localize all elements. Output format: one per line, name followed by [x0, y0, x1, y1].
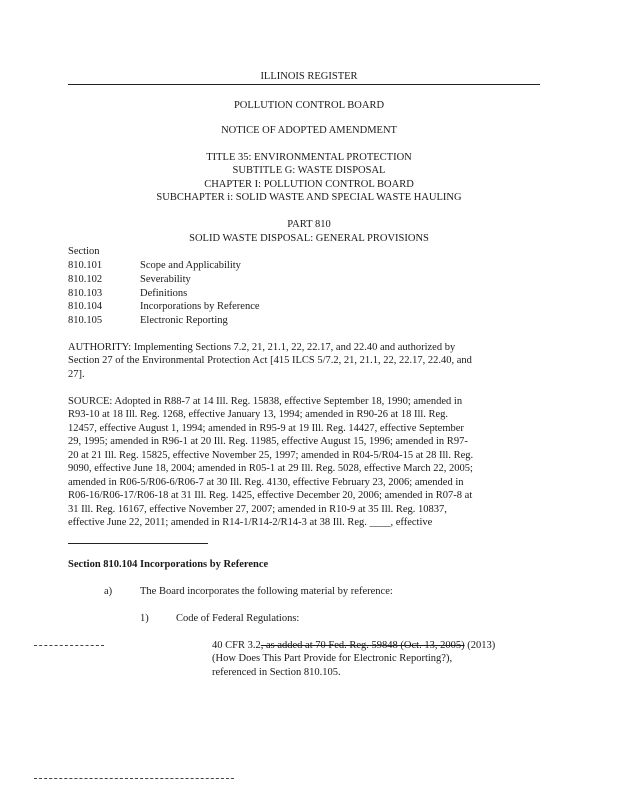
notice-heading: NOTICE OF ADOPTED AMENDMENT	[221, 125, 397, 136]
cfr-citation	[212, 639, 495, 653]
item-1-text: Code of Federal Regulations:	[176, 613, 300, 624]
item-a-text: The Board incorporates the following material by reference:	[140, 586, 393, 597]
cfr-prefix: 40 CFR 3.2	[212, 640, 261, 651]
cfr-struck-text: , as added at 70 Fed. Reg. 59848 (Oct. 13, 2005)	[260, 640, 465, 651]
authority-line: 27].	[68, 369, 85, 380]
source-line: effective June 22, 2011; amended in R14-1/R14-2/R14-3 at 38 Ill. Reg. ____, effective	[68, 517, 433, 528]
chapter-line: CHAPTER I: POLLUTION CONTROL BOARD	[204, 179, 414, 190]
toc-title: Severability	[140, 274, 191, 285]
cfr-line-3: referenced in Section 810.105.	[212, 667, 341, 678]
toc-heading: Section	[68, 246, 100, 257]
part-name-line: SOLID WASTE DISPOSAL: GENERAL PROVISIONS	[189, 233, 429, 244]
header-rule	[68, 84, 540, 85]
subchapter-line: SUBCHAPTER i: SOLID WASTE AND SPECIAL WASTE HAULING	[156, 192, 462, 203]
title-line: TITLE 35: ENVIRONMENTAL PROTECTION	[206, 152, 412, 163]
toc-number: 810.105	[68, 315, 103, 326]
toc-number: 810.103	[68, 288, 103, 299]
toc-title: Scope and Applicability	[140, 260, 241, 271]
toc-number: 810.102	[68, 274, 103, 285]
cfr-line-2: (How Does This Part Provide for Electronic Reporting?),	[212, 653, 453, 664]
section-divider	[68, 543, 208, 544]
source-line: R06-16/R06-17/R06-18 at 31 Ill. Reg. 1425, effective December 20, 2006; amended in R07-8 at	[68, 490, 473, 501]
footer-dash	[34, 778, 234, 779]
source-line: SOURCE: Adopted in R88-7 at 14 Ill. Reg. 15838, effective September 18, 1990; amended in	[68, 396, 463, 407]
authority-line: AUTHORITY: Implementing Sections 7.2, 21, 21.1, 22, 22.17, and 22.40 and authorized by	[68, 342, 456, 353]
toc-title: Incorporations by Reference	[140, 301, 260, 312]
register-heading: ILLINOIS REGISTER	[260, 71, 358, 82]
toc-number: 810.104	[68, 301, 103, 312]
subtitle-line: SUBTITLE G: WASTE DISPOSAL	[232, 165, 386, 176]
source-line: 12457, effective August 1, 1994; amended in R95-9 at 19 Ill. Reg. 14427, effective September	[68, 423, 464, 434]
item-a-label: a)	[104, 586, 113, 597]
source-line: 20 at 21 Ill. Reg. 15825, effective November 25, 1997; amended in R04-5/R04-15 at 28 Ill. Reg.	[68, 450, 474, 461]
authority-line: Section 27 of the Environmental Protection Act [415 ILCS 5/7.2, 21, 21.1, 22, 22.17, 22.40, and	[68, 355, 472, 366]
item-1-label: 1)	[140, 613, 149, 624]
source-line: amended in R06-5/R06-6/R06-7 at 30 Ill. Reg. 4130, effective February 23, 2006; amended in	[68, 477, 464, 488]
source-line: 29, 1995; amended in R96-1 at 20 Ill. Reg. 11985, effective August 15, 1996; amended in R97-	[68, 436, 468, 447]
board-heading: POLLUTION CONTROL BOARD	[233, 100, 385, 111]
section-heading: Section 810.104 Incorporations by Reference	[68, 559, 269, 570]
part-line: PART 810	[287, 219, 331, 230]
toc-number: 810.101	[68, 260, 103, 271]
toc-title: Electronic Reporting	[140, 315, 228, 326]
source-line: 31 Ill. Reg. 16167, effective November 27, 2007; amended in R10-9 at 35 Ill. Reg. 10837,	[68, 504, 447, 515]
margin-dash	[34, 645, 104, 646]
cfr-suffix: (2013)	[464, 640, 496, 651]
toc-title: Definitions	[140, 288, 188, 299]
source-line: R93-10 at 18 Ill. Reg. 1268, effective January 13, 1994; amended in R90-26 at 18 Ill. Reg.	[68, 409, 449, 420]
source-line: 9090, effective June 18, 2004; amended in R05-1 at 29 Ill. Reg. 5028, effective March 22, 2005;	[68, 463, 473, 474]
